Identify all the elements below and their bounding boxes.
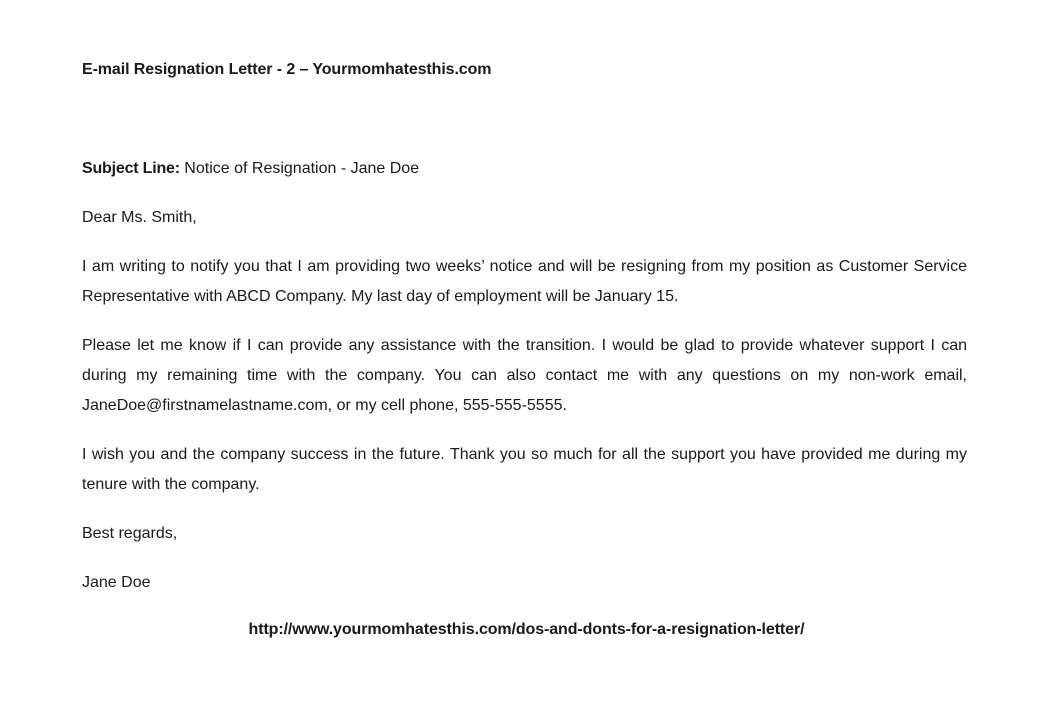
greeting: Dear Ms. Smith, (82, 209, 197, 226)
signature: Jane Doe (82, 574, 151, 591)
body-paragraph-2: Please let me know if I can provide any assistance with the transition. I would be glad to provide whatever support I can during my remaining time with the company. You can also contact me with any questions on my non-work email, JaneDoe@firstnamelastname.com, or my cell phone, 555-555-5555. (82, 337, 967, 414)
subject-label: Subject Line: (82, 160, 180, 177)
body-paragraph-1: I am writing to notify you that I am providing two weeks’ notice and will be resigning from my position as Customer Service Representative with ABCD Company. My last day of employment will be January 15. (82, 258, 967, 305)
subject-line (82, 154, 967, 184)
subject-value: Notice of Resignation - Jane Doe (179, 160, 420, 177)
document-title: E-mail Resignation Letter - 2 – Yourmomhatesthis.com (82, 61, 492, 78)
body-paragraph-3: I wish you and the company success in the future. Thank you so much for all the support you have provided me during my tenure with the company. (82, 446, 967, 493)
closing: Best regards, (82, 525, 178, 542)
footer-url-link[interactable]: http://www.yourmomhatesthis.com/dos-and-donts-for-a-resignation-letter/ (248, 621, 805, 638)
